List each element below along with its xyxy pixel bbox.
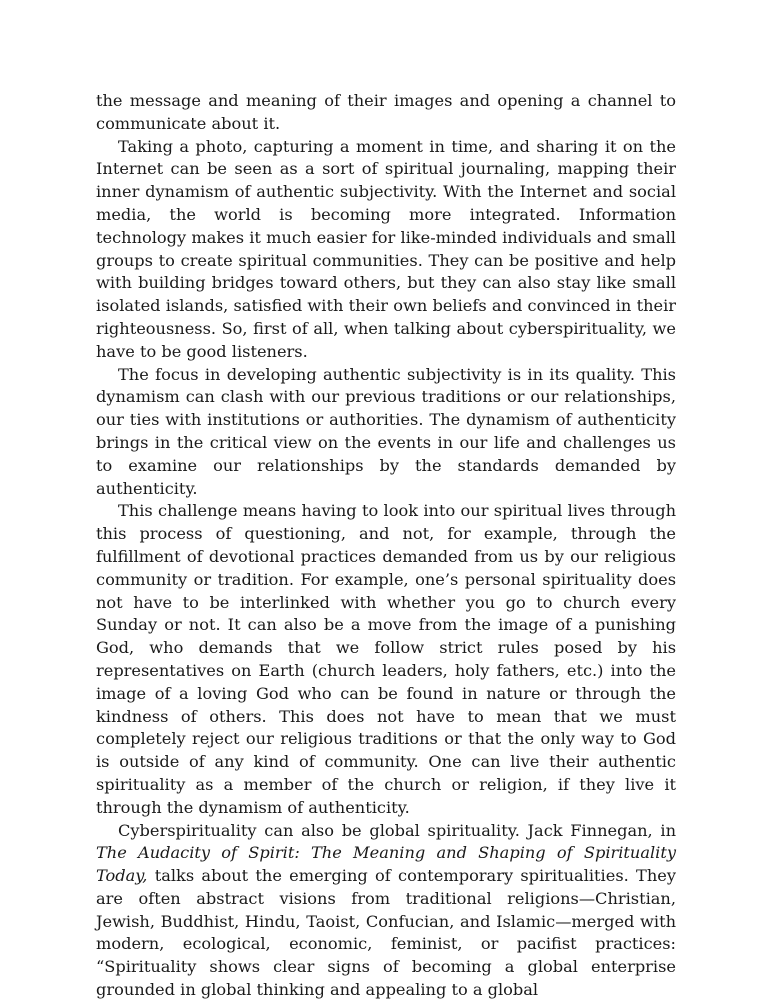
paragraph-text-before-title: Cyberspirituality can also be global spirituality. Jack Finnegan, in [118,820,676,840]
paragraph-authentic-subjectivity: The focus in developing authentic subjectivity is in its quality. This dynamism can clash with our previous traditions or our relationships, our ties with institutions or authorities. The dynamism of authenticity brings in the critical view on the events in our life and challenges us to examine our relationships by the standards demanded by authenticity. [96,364,676,498]
paragraph-challenge: This challenge means having to look into our spiritual lives through this process of questioning, and not, for example, through the fulfillment of devotional practices demanded from us by our religious community or tradition. For example, one’s personal spirituality does not have to be interlinked with whether you go to church every Sunday or not. It can also be a move from the image of a punishing God, who demands that we follow strict rules posed by his representatives on Earth (church leaders, holy fathers, etc.) into the image of a loving God who can be found in nature or through the kindness of others. This does not have to mean that we must completely reject our religious traditions or that the only way to God is outside of any kind of community. One can live their authentic spirituality as a member of the church or religion, if they live it through the dynamism of authenticity. [96,501,676,817]
paragraph-photo-journaling: Taking a photo, capturing a moment in time, and sharing it on the Internet can be seen as a sort of spiritual journaling, mapping their inner dynamism of authentic subjectivity. With the Internet and social media, the world is becoming more integrated. Information technology makes it much easier for like-minded individuals and small groups to create spiritual communities. They can be positive and help with building bridges toward others, but they can also stay like small isolated islands, satisfied with their own beliefs and convinced in their righteousness. So, first of all, when talking about cyberspirituality, we have to be good listeners. [96,136,676,361]
paragraph-text-after-title: talks about the emerging of contemporary spiritualities. They are often abstract visions from traditional religions—Christian, Jewish, Buddhist, Hindu, Taoist, Confucian, and Islamic—merged with modern, ecological, economic, feminist, or pacifist practices: “Spirituality shows clear signs of becoming a global enterprise grounded in global thinking and appealing to a global [96,866,676,1000]
paragraph-continuation: the message and meaning of their images and opening a channel to communicate about it. [96,91,676,133]
paragraph-global-spirituality [96,820,676,1002]
book-title: The Audacity of Spirit: The Meaning and Shaping of Spirituality Today, [96,843,676,886]
